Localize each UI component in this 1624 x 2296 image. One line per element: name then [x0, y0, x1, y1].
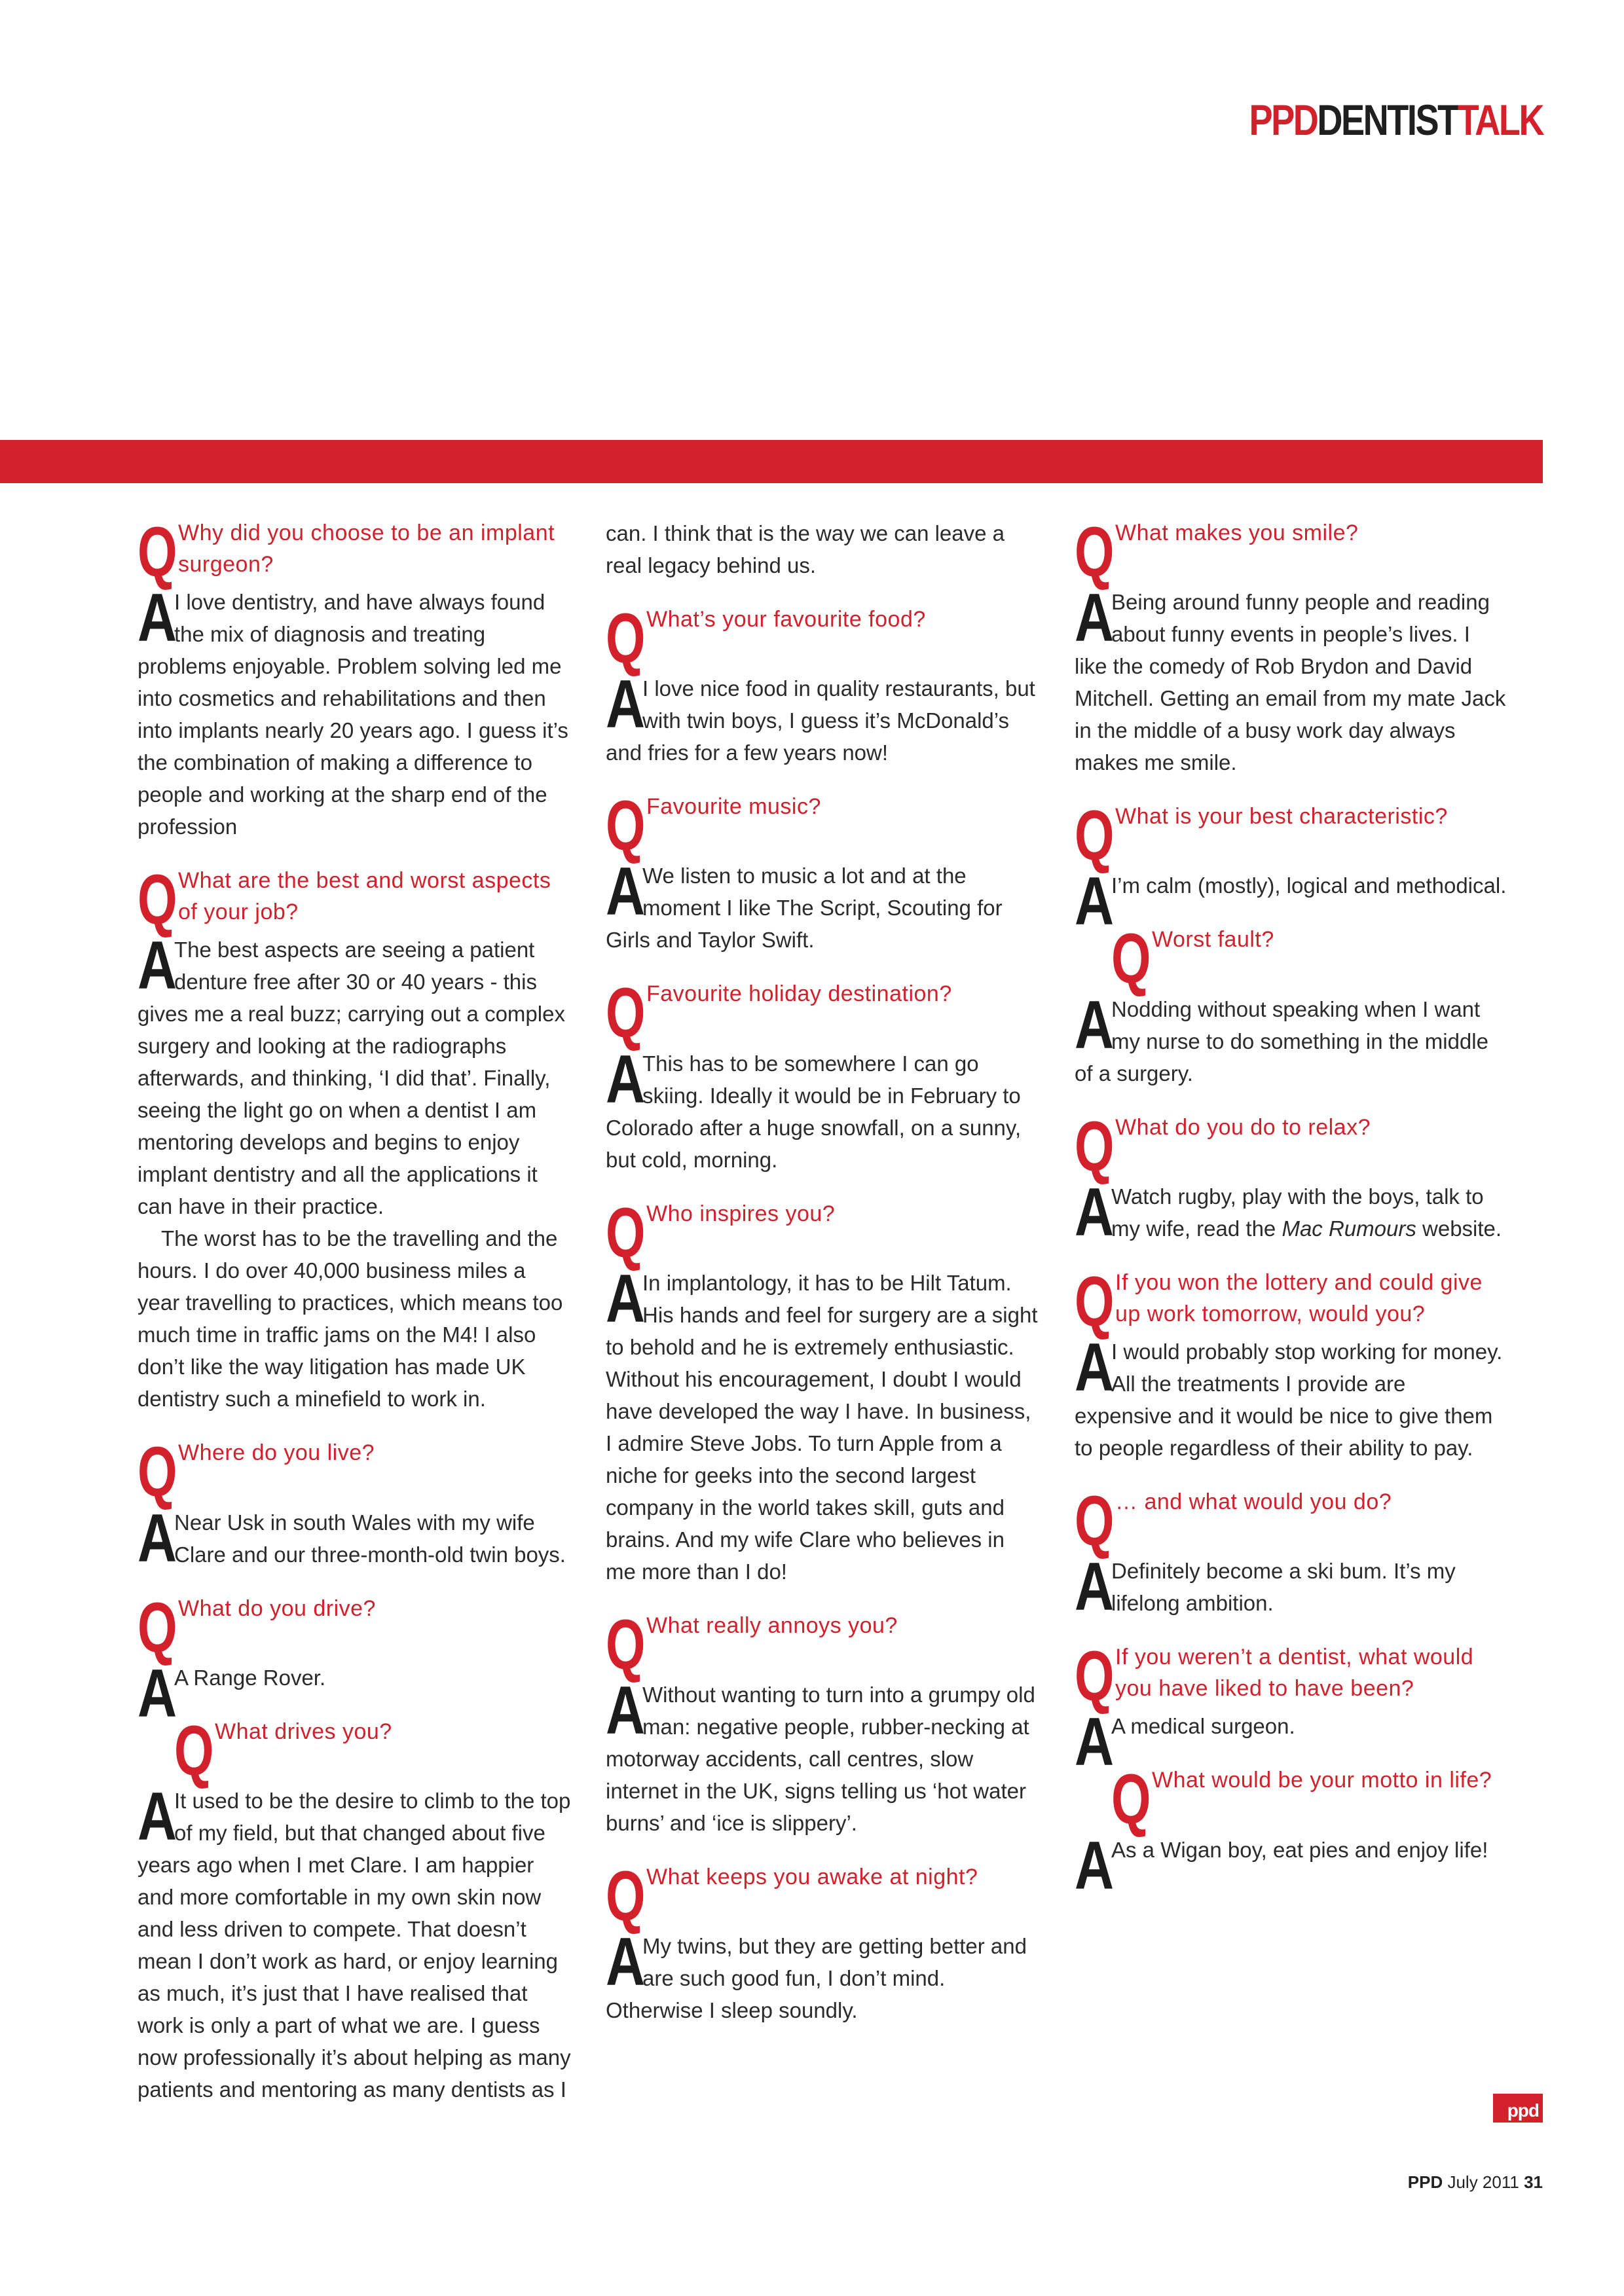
- answer-text: The worst has to be the travelling and the hours. I do over 40,000 business miles a year travelling to practices, which means too much time in traffic jams on the M4! I also don’t like the way litigation has made UK dentistry such a minefield to work in.: [138, 1226, 563, 1412]
- answer: [1075, 1174, 1508, 1250]
- masthead: [1249, 96, 1543, 144]
- q-mark: Q: [1075, 1106, 1115, 1186]
- answer: [606, 854, 1039, 956]
- a-mark: A: [606, 1924, 646, 2001]
- page-footer: [1408, 2172, 1543, 2193]
- answer-text: The best aspects are seeing a patient denture free after 30 or 40 years - this gives me a real buzz; carrying out a complex surgery and looking at the radiographs afterwards, and thinking, ‘I did that’. Finally, seeing the light go on when a dentist I am mentoring develops and begins to enjoy implant dentistry and all the applications it can have in their practice.: [138, 938, 565, 1219]
- answer: [606, 1672, 1039, 1839]
- a-mark: A: [1075, 1827, 1115, 1904]
- qa-item: [1075, 1261, 1508, 1464]
- q-mark: Q: [1075, 1480, 1115, 1560]
- a-mark: A: [606, 854, 646, 930]
- qa-item: [138, 1432, 571, 1576]
- question: What really annoys you?: [646, 1613, 898, 1638]
- qa-item: [138, 1710, 571, 2105]
- q-mark: Q: [1111, 1759, 1151, 1839]
- a-mark: A: [606, 1041, 646, 1118]
- q-mark: Q: [138, 1432, 177, 1512]
- a-mark: A: [606, 1672, 646, 1749]
- answer-text: I love dentistry, and have always found the mix of diagnosis and treating problems enjoyable. Problem solving led me into cosmetics and rehabilitations and then into implants nearly 20 years ago. I guess it’s the combination of making a difference to people and working at the sharp end of the profession: [138, 590, 568, 839]
- masthead-talk: TALK: [1457, 96, 1543, 144]
- answer-text: As a Wigan boy, eat pies and enjoy life!: [1111, 1837, 1488, 1862]
- q-mark: Q: [138, 1587, 177, 1667]
- a-mark: A: [606, 666, 646, 743]
- answer-text: Near Usk in south Wales with my wife Clare and our three-month-old twin boys.: [174, 1510, 566, 1567]
- q-mark: Q: [606, 1192, 646, 1272]
- answer-text: I would probably stop working for money. All the treatments I provide are expensive and it would be nice to give them to people regardless of their ability to pay.: [1075, 1339, 1503, 1460]
- continued-paragraph: can. I think that is the way we can leave a real legacy behind us.: [606, 521, 1005, 577]
- question: What is your best characteristic?: [1115, 804, 1448, 829]
- question: Worst fault?: [1152, 927, 1274, 953]
- qa-item: [1075, 1480, 1508, 1626]
- qa-item: [1075, 512, 1508, 778]
- question: What’s your favourite food?: [646, 607, 926, 632]
- page-number: 31: [1524, 2172, 1543, 2192]
- answer: [138, 928, 571, 1415]
- answer: [1075, 987, 1508, 1089]
- column-2: [606, 517, 1039, 2049]
- masthead-dentist: DENTIST: [1317, 96, 1458, 144]
- q-mark: Q: [138, 860, 177, 939]
- qa-item: [1075, 1759, 1508, 1904]
- answer: [606, 1924, 1039, 2026]
- question: What would be your motto in life?: [1152, 1768, 1492, 1793]
- question: Who inspires you?: [646, 1201, 836, 1226]
- qa-item: [606, 1855, 1039, 2026]
- question: Favourite music?: [646, 794, 821, 820]
- qa-item: [606, 973, 1039, 1175]
- question: What keeps you awake at night?: [646, 1864, 978, 1889]
- qa-item: [606, 1604, 1039, 1839]
- question: What do you do to relax?: [1115, 1114, 1371, 1140]
- question: Why did you choose to be an implant surgeon?: [178, 520, 555, 577]
- a-mark: A: [138, 928, 177, 1004]
- qa-item: [606, 786, 1039, 956]
- masthead-ppd: PPD: [1249, 96, 1318, 144]
- answer: [138, 1500, 571, 1576]
- a-mark: A: [1075, 864, 1115, 940]
- q-mark: Q: [174, 1710, 214, 1790]
- continued-text: [606, 517, 1039, 581]
- q-mark: Q: [1111, 919, 1151, 998]
- qa-item: [138, 860, 571, 1415]
- qa-item: [138, 512, 571, 843]
- a-mark: A: [1075, 1174, 1115, 1250]
- q-mark: Q: [138, 512, 177, 591]
- qa-item: [1075, 1106, 1508, 1250]
- question: Favourite holiday destination?: [646, 981, 952, 1007]
- answer: [138, 1778, 571, 2105]
- question: What do you drive?: [178, 1595, 376, 1621]
- q-mark: Q: [606, 598, 646, 678]
- column-3: [1075, 512, 1508, 1904]
- answer: [1075, 1549, 1508, 1626]
- question: What makes you smile?: [1115, 520, 1359, 545]
- answer-text-pre: Watch rugby, play with the boys, talk to my wife, read the: [1111, 1184, 1484, 1241]
- footer-issue: July 2011: [1447, 2172, 1519, 2192]
- question: If you weren’t a dentist, what would you have liked to have been?: [1115, 1645, 1474, 1702]
- answer-text-italic: Mac Rumours: [1282, 1216, 1416, 1241]
- question: What are the best and worst aspects of your job?: [178, 868, 551, 925]
- a-mark: A: [138, 1655, 177, 1732]
- q-mark: Q: [606, 973, 646, 1053]
- answer-text: This has to be somewhere I can go skiing. Ideally it would be in February to Colorado after a huge snowfall, on a sunny, but cold, morning.: [606, 1051, 1022, 1172]
- answer-text: Definitely become a ski bum. It’s my lifelong ambition.: [1111, 1559, 1456, 1616]
- a-mark: A: [1075, 987, 1115, 1063]
- answer: [1075, 580, 1508, 778]
- q-mark: Q: [1075, 795, 1115, 875]
- answer: [606, 1260, 1039, 1588]
- answer-text: A Range Rover.: [174, 1665, 326, 1690]
- answer-text: A medical surgeon.: [1111, 1714, 1295, 1739]
- a-mark: A: [1075, 1704, 1115, 1781]
- answer: [1075, 1329, 1508, 1464]
- answer-text: We listen to music a lot and at the moment I like The Script, Scouting for Girls and Taylor Swift.: [606, 864, 1003, 953]
- a-mark: A: [606, 1260, 646, 1337]
- answer-text: Being around funny people and reading about funny events in people’s lives. I like the comedy of Rob Brydon and David Mitchell. Getting an email from my mate Jack in the middle of a busy work day always makes me smile.: [1075, 590, 1506, 775]
- q-mark: Q: [1075, 512, 1115, 591]
- q-mark: Q: [1075, 1261, 1115, 1341]
- column-1: [138, 512, 571, 2128]
- qa-item: [606, 1192, 1039, 1588]
- a-mark: A: [1075, 1549, 1115, 1626]
- answer-text: I’m calm (mostly), logical and methodical.: [1111, 873, 1507, 898]
- a-mark: A: [138, 1500, 177, 1576]
- question: What drives you?: [215, 1719, 392, 1744]
- a-mark: A: [1075, 1329, 1115, 1406]
- answer-text: Nodding without speaking when I want my nurse to do something in the middle of a surgery.: [1075, 996, 1488, 1085]
- q-mark: Q: [606, 1855, 646, 1935]
- qa-item: [1075, 919, 1508, 1089]
- a-mark: A: [1075, 580, 1115, 657]
- red-banner-bar: [0, 440, 1543, 483]
- ppd-logo: ppd: [1493, 2094, 1543, 2123]
- q-mark: Q: [606, 786, 646, 866]
- a-mark: A: [138, 1778, 177, 1855]
- answer: [606, 666, 1039, 769]
- q-mark: Q: [1075, 1636, 1115, 1716]
- answer-text: In implantology, it has to be Hilt Tatum. His hands and feel for surgery are a sight to behold and he is extremely enthusiastic. Without his encouragement, I doubt I would have developed the way I have. In business, I admire Steve Jobs. To turn Apple from a niche for geeks into the second largest company in the world takes skill, guts and brains. And my wife Clare who believes in me more than I do!: [606, 1270, 1038, 1584]
- answer: [138, 580, 571, 843]
- question: Where do you live?: [178, 1440, 375, 1466]
- answer-text-post: website.: [1416, 1216, 1502, 1241]
- answer-text: It used to be the desire to climb to the top of my field, but that changed about five years ago when I met Clare. I am happier and more comfortable in my own skin now and less driven to compete. That doesn’t mean I don’t work as hard, or enjoy learning as much, it’s just that I have realised that work is only a part of what we are. I guess now professionally it’s about helping as many patients and mentoring as many dentists as I: [138, 1788, 571, 2102]
- footer-brand: PPD: [1407, 2172, 1443, 2192]
- qa-item: [606, 598, 1039, 769]
- answer-text: I love nice food in quality restaurants, but with twin boys, I guess it’s McDonald’s and fries for a few years now!: [606, 676, 1035, 765]
- q-mark: Q: [606, 1604, 646, 1684]
- answer-text: Without wanting to turn into a grumpy old man: negative people, rubber-necking at motorway accidents, call centres, slow internet in the UK, signs telling us ‘hot water burns’ and ‘ice is slippery’.: [606, 1682, 1035, 1835]
- answer-text: [1075, 1174, 1508, 1250]
- a-mark: A: [138, 580, 177, 657]
- question: … and what would you do?: [1115, 1489, 1392, 1514]
- question: If you won the lottery and could give up work tomorrow, would you?: [1115, 1269, 1483, 1326]
- answer-text: My twins, but they are getting better and are such good fun, I don’t mind. Otherwise I sleep soundly.: [606, 1934, 1027, 2023]
- answer: [606, 1041, 1039, 1176]
